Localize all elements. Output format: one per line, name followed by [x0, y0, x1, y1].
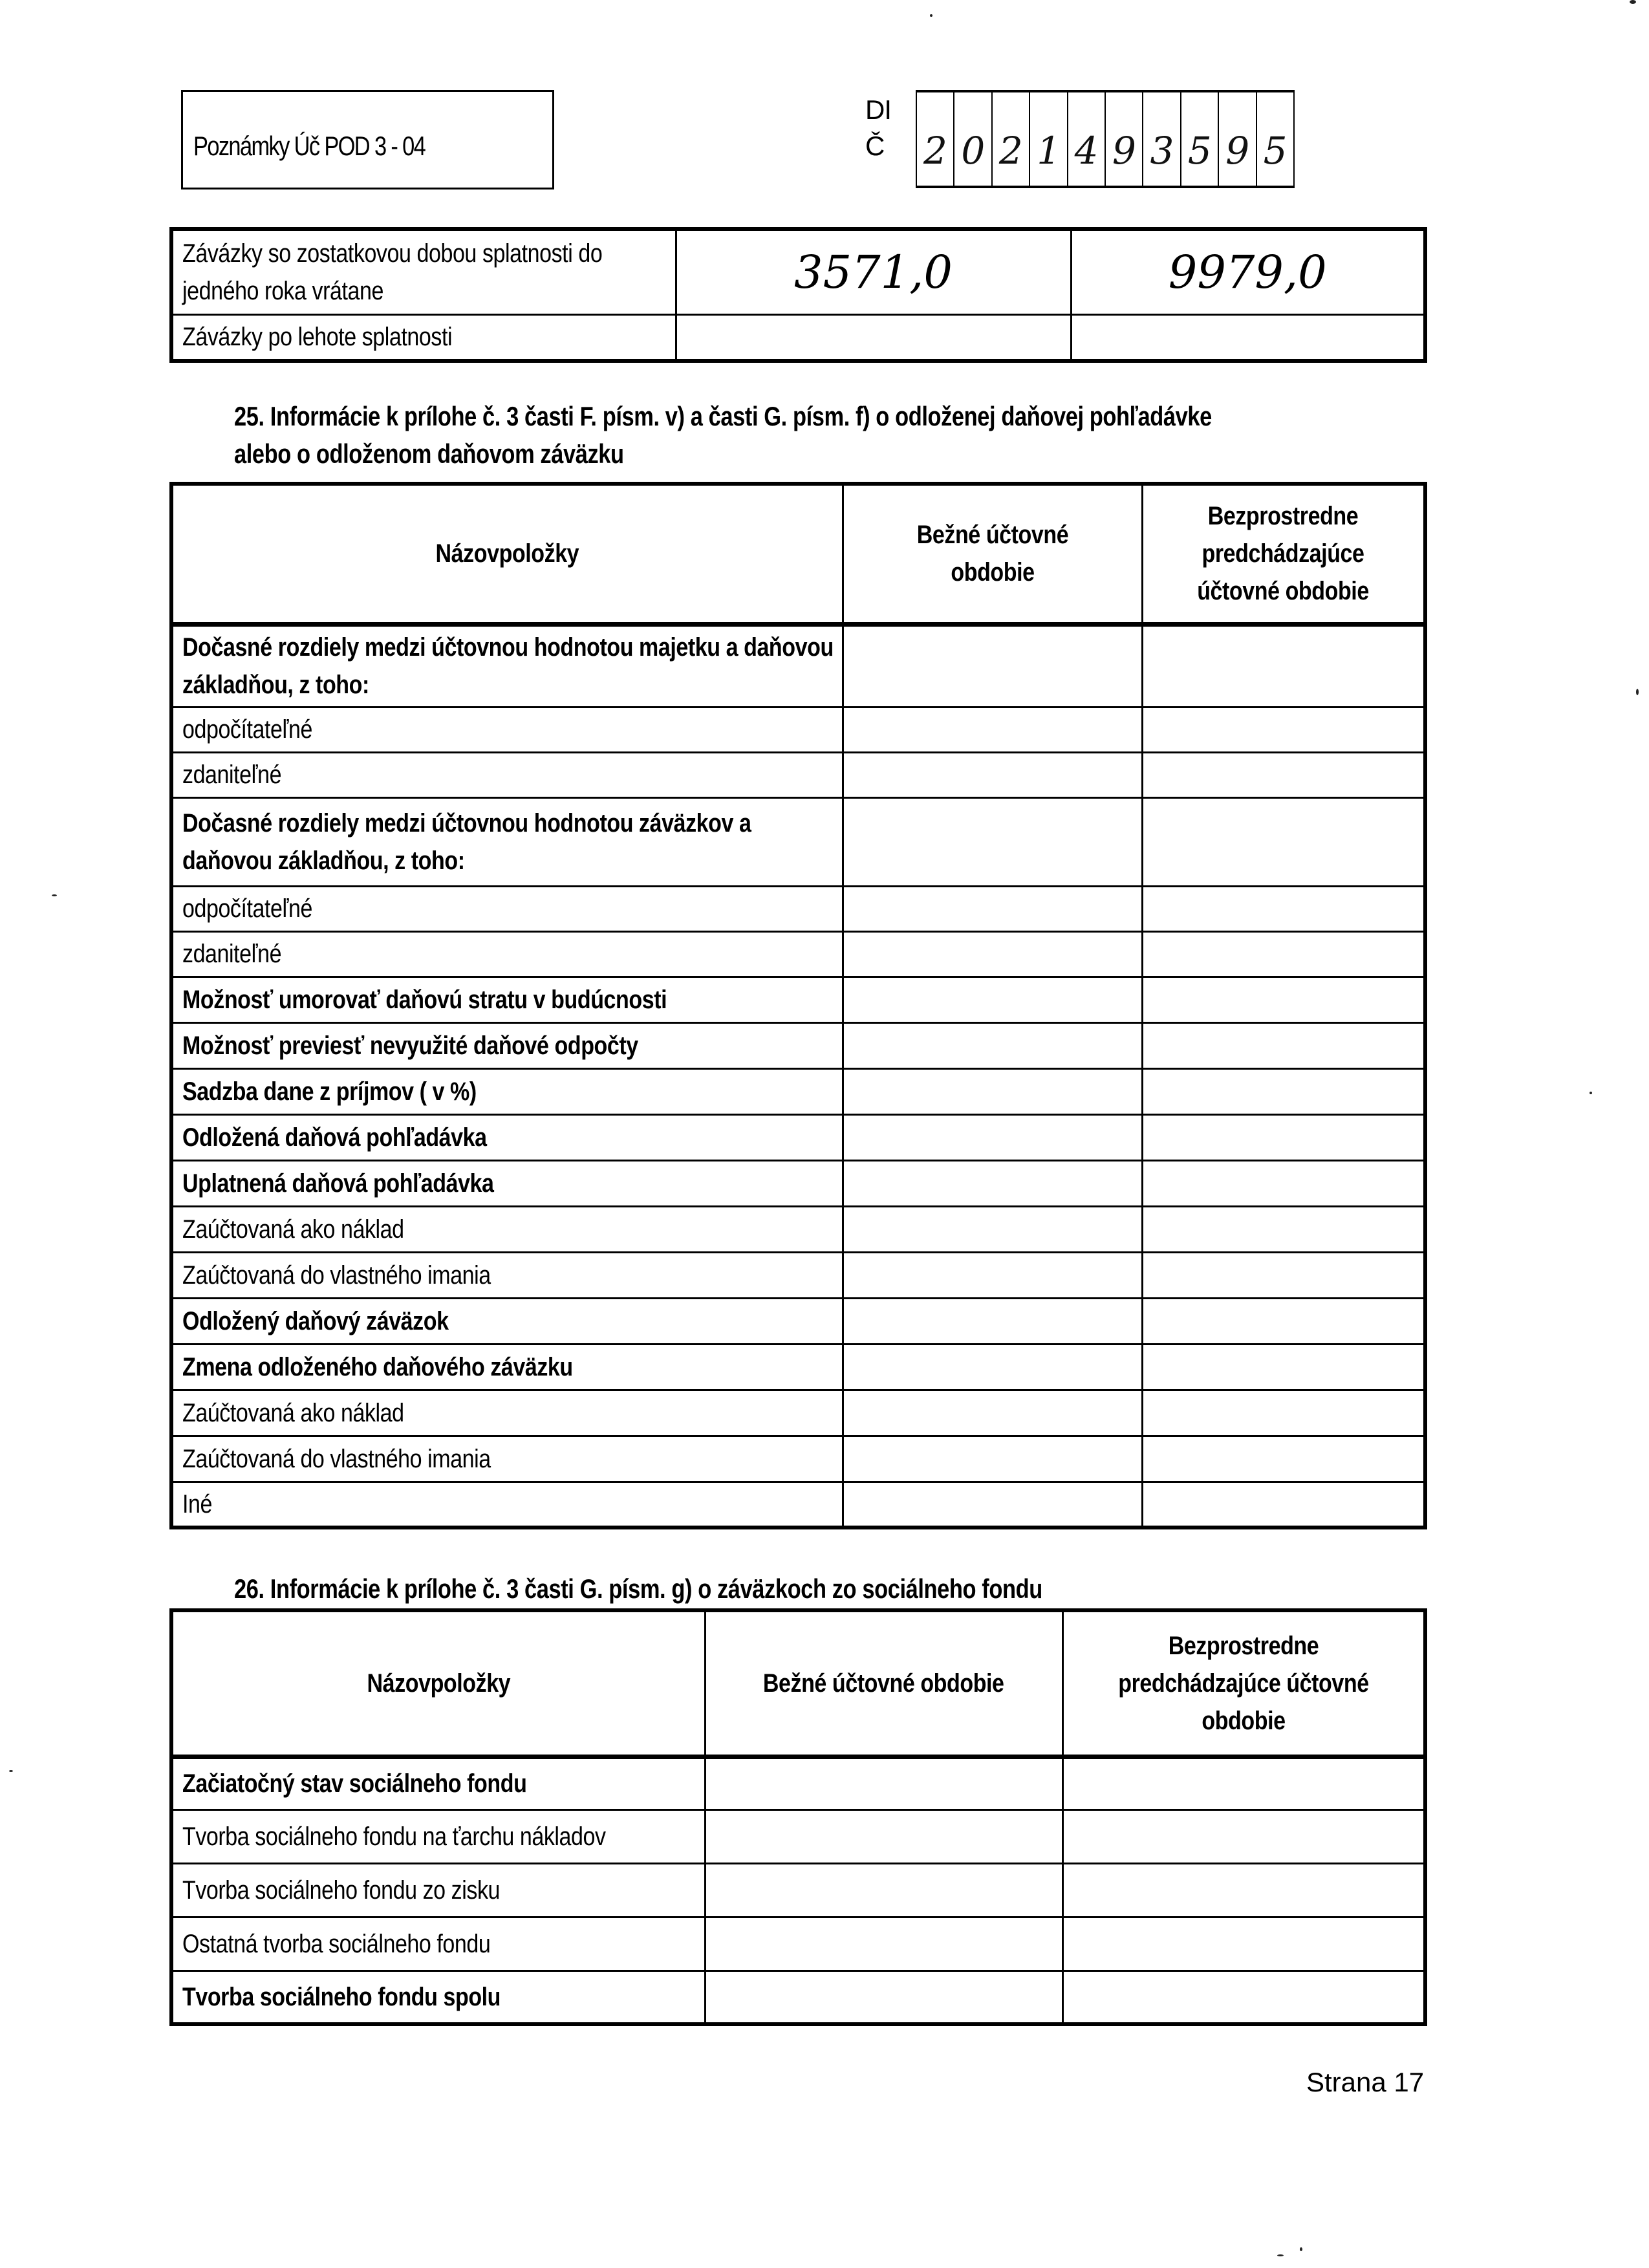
previous-period-value[interactable]: 9979,0 [1071, 229, 1425, 314]
table-row [171, 977, 1425, 1022]
dic-digit-box[interactable] [916, 92, 953, 186]
deferred-tax-table [169, 482, 1427, 1529]
row-label: odpočítateľné [171, 707, 843, 752]
column-header-previous: Bezprostredne predchádzajúce účtovné obdobie [1062, 1610, 1425, 1756]
dic-digit-box[interactable] [1067, 92, 1105, 186]
previous-period-value[interactable] [1142, 977, 1425, 1022]
row-label: Zaúčtovaná do vlastného imania [171, 1252, 843, 1298]
dic-label-line1: DI [865, 94, 891, 125]
current-period-value[interactable] [843, 1022, 1142, 1068]
table-row [171, 314, 1425, 361]
previous-period-value[interactable] [1142, 1390, 1425, 1436]
dic-label [865, 92, 891, 164]
table-row [171, 1160, 1425, 1206]
previous-period-value[interactable] [1142, 752, 1425, 797]
table-row [171, 229, 1425, 314]
dic-digit-box[interactable] [1218, 92, 1255, 186]
dic-digit-box[interactable] [1142, 92, 1180, 186]
table-row [171, 1298, 1425, 1344]
scan-speck [1277, 2254, 1284, 2256]
row-label: Uplatnená daňová pohľadávka [171, 1160, 843, 1206]
current-period-value[interactable] [843, 1252, 1142, 1298]
row-label: Iné [171, 1482, 843, 1528]
row-label: Zmena odloženého daňového záväzku [171, 1344, 843, 1390]
section-25-heading [234, 398, 1427, 473]
row-label: Ostatná tvorba sociálneho fondu [171, 1917, 705, 1971]
current-period-value[interactable] [705, 1809, 1062, 1863]
current-period-value[interactable] [843, 977, 1142, 1022]
table-row [171, 624, 1425, 707]
current-period-value[interactable] [843, 1390, 1142, 1436]
table-row [171, 1344, 1425, 1390]
current-period-value[interactable] [843, 1068, 1142, 1114]
dic-digit: 0 [961, 129, 986, 173]
table-row [171, 1436, 1425, 1482]
dic-digit: 4 [1074, 129, 1099, 173]
dic-digit-boxes [916, 90, 1295, 188]
dic-digit-box[interactable] [1029, 92, 1066, 186]
previous-period-value[interactable] [1062, 1756, 1425, 1809]
table-row [171, 1206, 1425, 1252]
scan-speck [52, 894, 57, 896]
row-label: Zaúčtovaná ako náklad [171, 1206, 843, 1252]
current-period-value[interactable] [843, 797, 1142, 886]
scan-speck [930, 14, 932, 17]
dic-digit: 1 [1037, 129, 1061, 173]
scan-speck [1636, 689, 1639, 695]
section-25-heading-line1: 25. Informácie k prílohe č. 3 časti F. písm. v) a časti G. písm. f) o odloženej daňovej pohľadávke [234, 401, 1212, 431]
table-row [171, 1809, 1425, 1863]
current-period-value[interactable] [843, 1482, 1142, 1528]
current-period-value[interactable] [843, 752, 1142, 797]
previous-period-value[interactable] [1142, 1252, 1425, 1298]
section-26-heading [234, 1570, 1220, 1608]
table-row [171, 797, 1425, 886]
current-period-value[interactable] [676, 314, 1071, 361]
column-header-name: Názovpoložky [171, 484, 843, 624]
scan-speck [9, 1770, 13, 1772]
previous-period-value[interactable] [1062, 1917, 1425, 1971]
column-header-name: Názovpoložky [171, 1610, 705, 1756]
dic-digit-box[interactable] [1256, 92, 1295, 186]
previous-period-value[interactable] [1142, 624, 1425, 707]
row-label: Odložená daňová pohľadávka [171, 1114, 843, 1160]
table-row [171, 1068, 1425, 1114]
current-period-value[interactable] [843, 1206, 1142, 1252]
table-row [171, 1917, 1425, 1971]
dic-digit-box[interactable] [1180, 92, 1218, 186]
current-period-value[interactable] [843, 1160, 1142, 1206]
previous-period-value[interactable] [1142, 1022, 1425, 1068]
row-label: Zaúčtovaná do vlastného imania [171, 1436, 843, 1482]
section-25-heading-line2: alebo o odloženom daňovom záväzku [234, 438, 624, 469]
dic-digit: 3 [1150, 129, 1174, 173]
row-label: Možnosť umorovať daňovú stratu v budúcnosti [171, 977, 843, 1022]
current-period-value[interactable] [843, 1298, 1142, 1344]
row-label: Možnosť previesť nevyužité daňové odpočty [171, 1022, 843, 1068]
dic-label-line2: Č [865, 131, 885, 161]
table-row [171, 1114, 1425, 1160]
row-label: Odložený daňový záväzok [171, 1298, 843, 1344]
table-row [171, 1971, 1425, 2024]
current-period-value[interactable] [705, 1756, 1062, 1809]
previous-period-value[interactable] [1142, 1160, 1425, 1206]
section-26-heading-text: 26. Informácie k prílohe č. 3 časti G. písm. g) o záväzkoch zo sociálneho fondu [234, 1573, 1042, 1604]
table-row [171, 752, 1425, 797]
column-header-current: Bežné účtovné obdobie [705, 1610, 1062, 1756]
table-row [171, 1863, 1425, 1917]
table-row [171, 1252, 1425, 1298]
current-period-value[interactable] [705, 1863, 1062, 1917]
current-period-value[interactable] [843, 886, 1142, 931]
dic-digit-box[interactable] [1105, 92, 1142, 186]
previous-period-value[interactable] [1062, 1863, 1425, 1917]
previous-period-value[interactable] [1142, 886, 1425, 931]
previous-period-value[interactable] [1142, 931, 1425, 977]
social-fund-table [169, 1608, 1427, 2026]
scan-speck [1630, 0, 1636, 4]
current-period-value[interactable] [843, 1114, 1142, 1160]
row-label: Začiatočný stav sociálneho fondu [171, 1756, 705, 1809]
previous-period-value[interactable] [1062, 1971, 1425, 2024]
previous-period-value[interactable] [1062, 1809, 1425, 1863]
column-header-current: Bežné účtovné obdobie [843, 484, 1142, 624]
current-period-value[interactable] [843, 1344, 1142, 1390]
previous-period-value[interactable] [1142, 1068, 1425, 1114]
previous-period-value[interactable] [1142, 1114, 1425, 1160]
row-label: zdaniteľné [171, 752, 843, 797]
dic-digit: 5 [1263, 129, 1288, 173]
dic-digit-box[interactable] [953, 92, 991, 186]
current-period-value[interactable] [705, 1917, 1062, 1971]
row-label: Zaúčtovaná ako náklad [171, 1390, 843, 1436]
previous-period-value[interactable] [1142, 1344, 1425, 1390]
row-label: Tvorba sociálneho fondu na ťarchu nákladov [171, 1809, 705, 1863]
previous-period-value[interactable] [1142, 1482, 1425, 1528]
page-number: Strana 17 [1306, 2067, 1425, 2097]
previous-period-value[interactable] [1142, 707, 1425, 752]
previous-period-value[interactable] [1142, 1436, 1425, 1482]
previous-period-value[interactable] [1142, 1206, 1425, 1252]
current-period-value[interactable]: 3571,0 [676, 229, 1071, 314]
form-code: Poznámky Úč POD 3 - 04 [193, 131, 426, 161]
row-label: zdaniteľné [171, 931, 843, 977]
table-row [171, 1756, 1425, 1809]
row-label: Dočasné rozdiely medzi účtovnou hodnotou majetku a daňovou základňou, z toho: [171, 624, 843, 707]
row-label: Tvorba sociálneho fondu spolu [171, 1971, 705, 2024]
current-period-value[interactable] [843, 624, 1142, 707]
current-period-value[interactable] [705, 1971, 1062, 2024]
previous-period-value[interactable] [1142, 1298, 1425, 1344]
row-label: Dočasné rozdiely medzi účtovnou hodnotou záväzkov a daňovou základňou, z toho: [171, 797, 843, 886]
dic-digit: 2 [923, 129, 947, 173]
current-period-value[interactable] [843, 1436, 1142, 1482]
table-row [171, 1482, 1425, 1528]
table-row [171, 1022, 1425, 1068]
table-row [171, 707, 1425, 752]
scan-speck [1590, 1092, 1592, 1094]
current-period-value[interactable] [843, 707, 1142, 752]
dic-digit: 5 [1187, 129, 1212, 173]
previous-period-value[interactable] [1071, 314, 1425, 361]
table-row [171, 931, 1425, 977]
dic-digit: 9 [1112, 129, 1136, 173]
table-row [171, 1390, 1425, 1436]
table-row [171, 886, 1425, 931]
form-code-box [181, 90, 554, 189]
scan-speck [1300, 2247, 1302, 2251]
liabilities-table [169, 227, 1427, 363]
dic-digit: 2 [998, 129, 1023, 173]
row-label: Tvorba sociálneho fondu zo zisku [171, 1863, 705, 1917]
table-header-row [171, 484, 1425, 624]
table-header-row [171, 1610, 1425, 1756]
previous-period-value[interactable] [1142, 797, 1425, 886]
current-period-value[interactable] [843, 931, 1142, 977]
row-label: Závázky po lehote splatnosti [171, 314, 676, 361]
dic-digit-box[interactable] [991, 92, 1029, 186]
dic-digit: 9 [1225, 129, 1250, 173]
row-label: Závázky so zostatkovou dobou splatnosti do jedného roka vrátane [171, 229, 676, 314]
column-header-previous: Bezprostredne predchádzajúce účtovné obdobie [1142, 484, 1425, 624]
row-label: odpočítateľné [171, 886, 843, 931]
row-label: Sadzba dane z príjmov ( v %) [171, 1068, 843, 1114]
